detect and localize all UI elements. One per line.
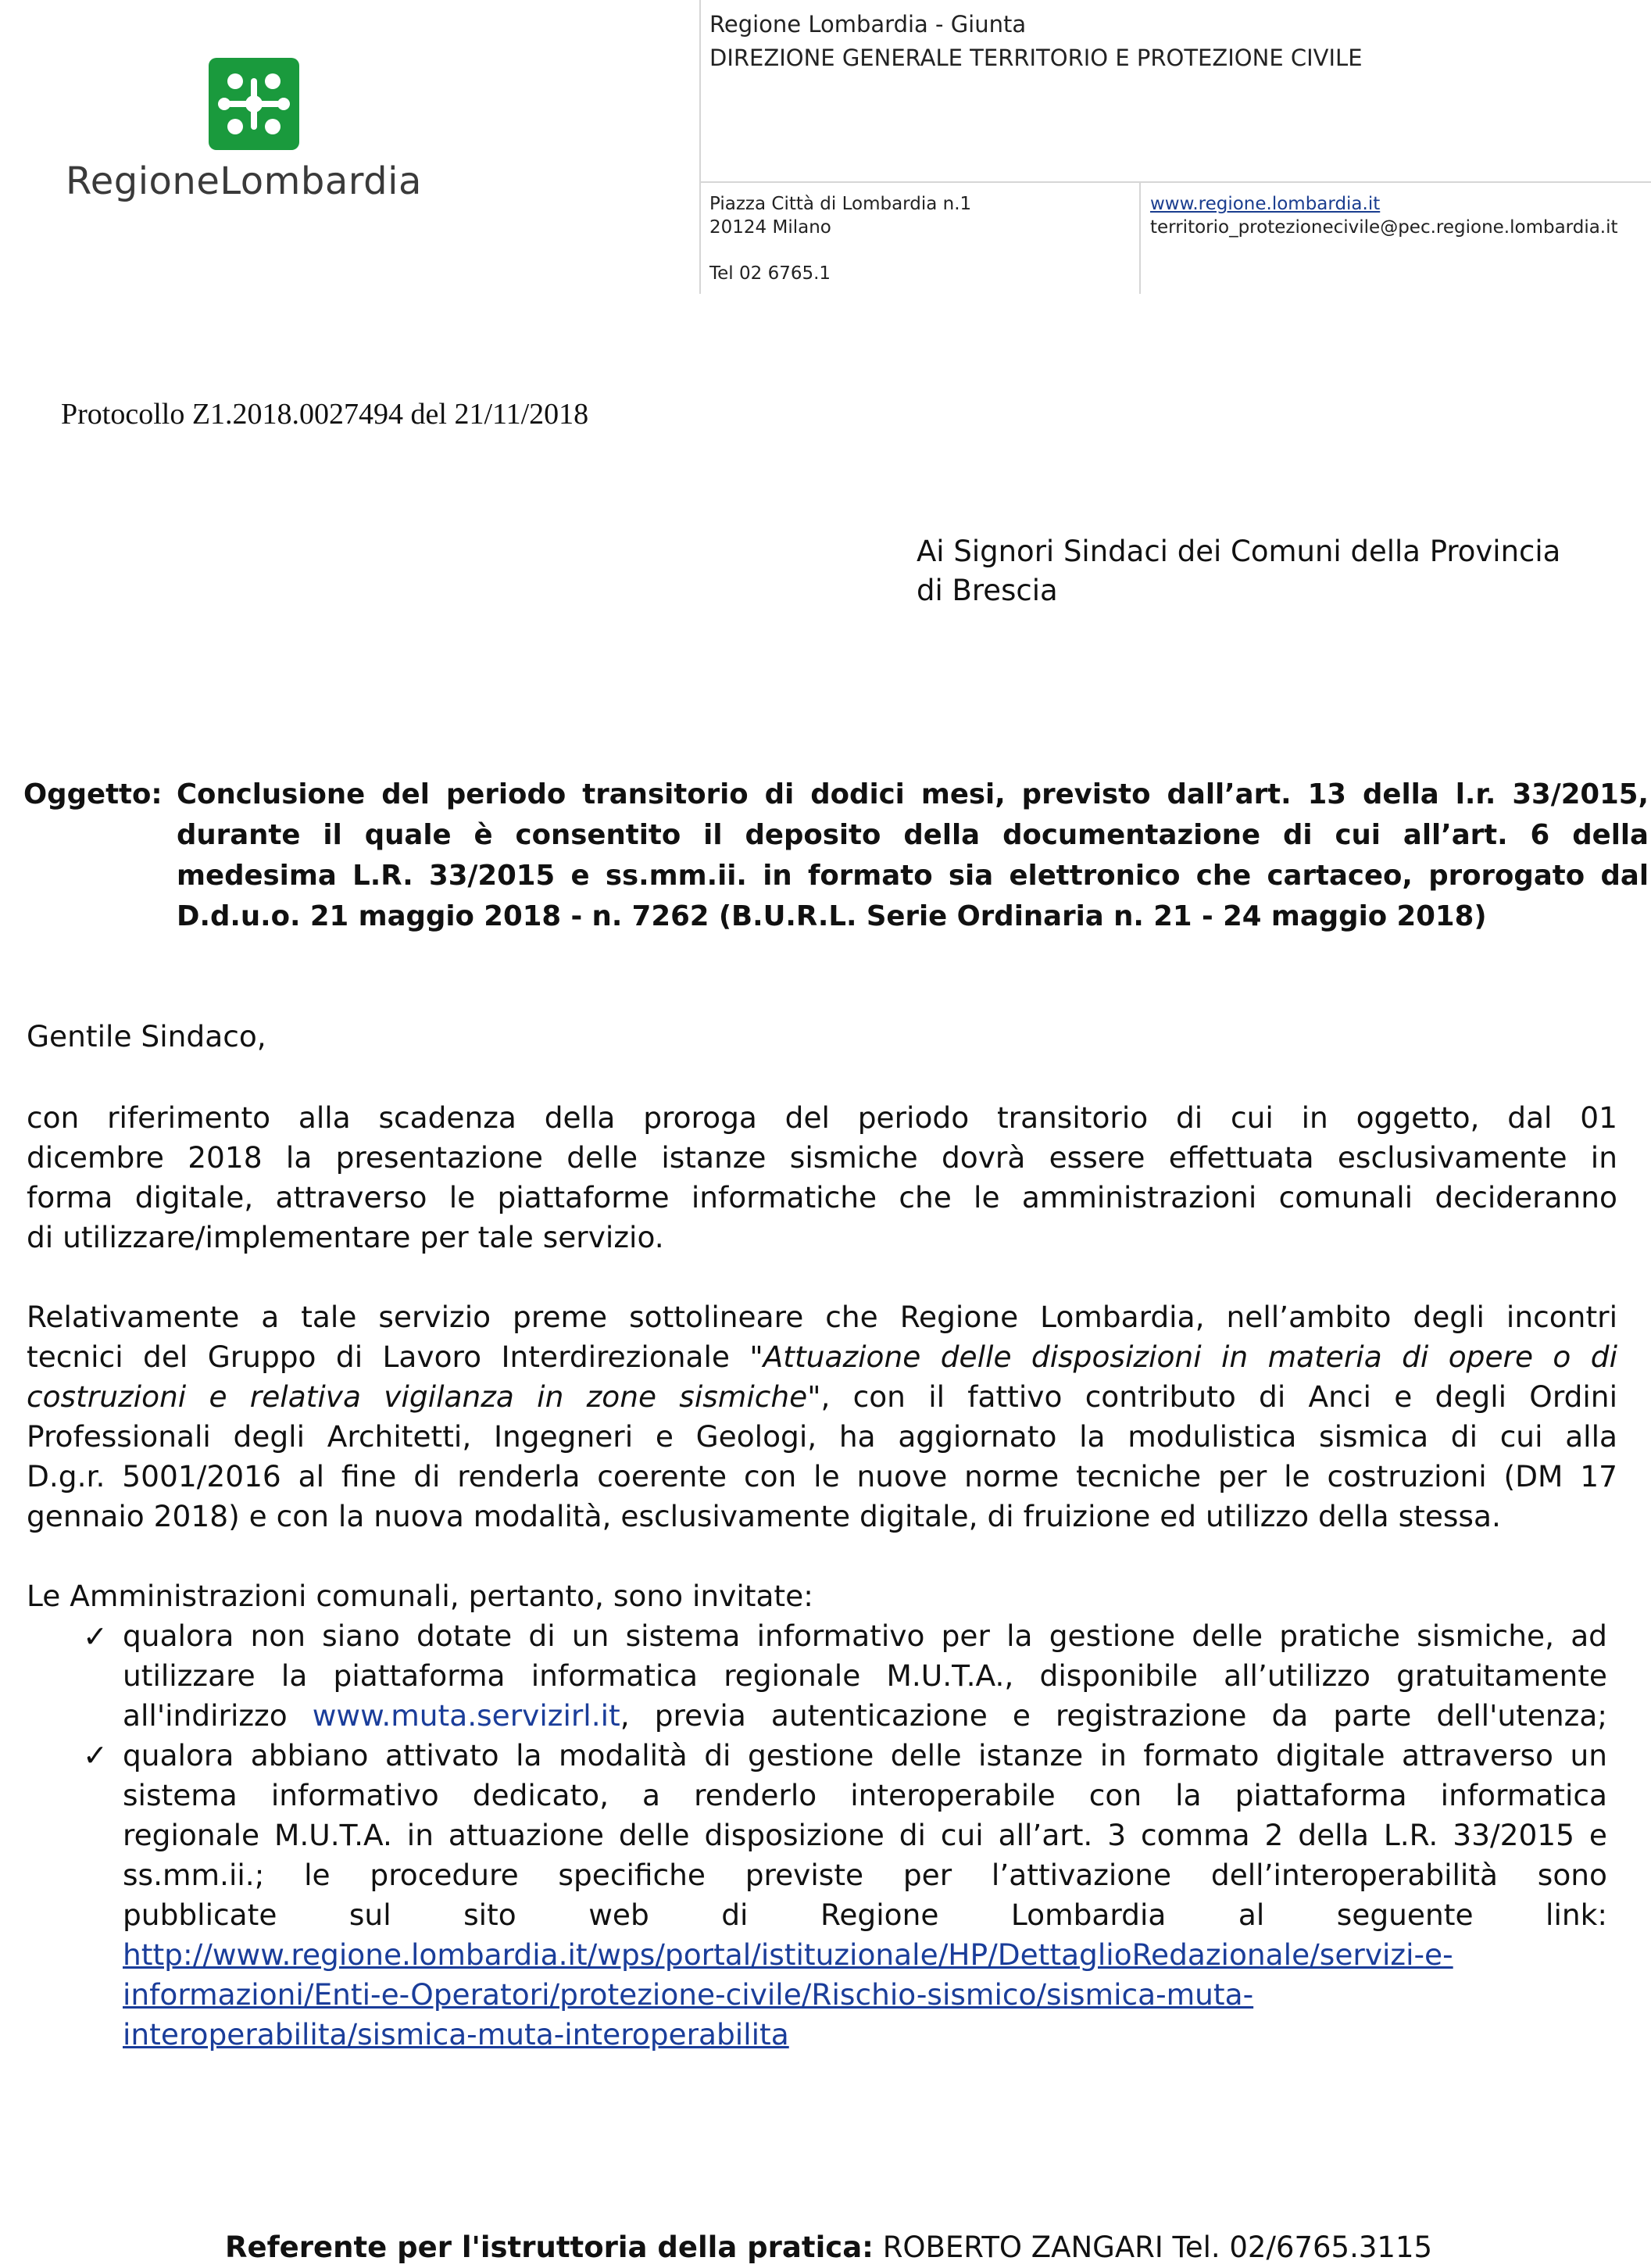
interoperability-link[interactable]: http://www.regione.lombardia.it/wps/portal/istituzionale/HP/DettaglioRedazionale/servizi-e- — [123, 1937, 1453, 1972]
bullet-text-line: all'indirizzo www.muta.servizirl.it, previa autenticazione e registrazione da parte dell'utenza; — [123, 1698, 1607, 1733]
recipient-line: Ai Signori Sindaci dei Comuni della Provincia — [917, 535, 1561, 568]
bullet-text-line: qualora abbiano attivato la modalità di gestione delle istanze in formato digitale attraverso un — [123, 1738, 1607, 1773]
muta-link[interactable]: www.muta.servizirl.it — [312, 1698, 620, 1733]
subject-label: Oggetto: — [23, 778, 163, 810]
interoperability-link[interactable]: informazioni/Enti-e-Operatori/protezione-civile/Rischio-sismico/sismica-muta- — [123, 1977, 1254, 2012]
header-pec-email: territorio_protezionecivile@pec.regione.lombardia.it — [1150, 217, 1618, 238]
body-text-line: costruzioni e relativa vigilanza in zone sismiche", con il fattivo contributo di Anci e degli Ordini — [27, 1379, 1617, 1414]
checkmark-icon: ✓ — [83, 1738, 108, 1773]
header-phone: Tel 02 6765.1 — [709, 263, 831, 284]
subject-line: durante il quale è consentito il deposito della documentazione di cui all’art. 6 della — [177, 819, 1649, 851]
rosa-camuna-icon — [209, 58, 299, 150]
protocol-number: Protocollo Z1.2018.0027494 del 21/11/2018 — [61, 398, 589, 431]
header-website-link[interactable]: www.regione.lombardia.it — [1150, 194, 1381, 214]
body-text-line: Relativamente a tale servizio preme sottolineare che Regione Lombardia, nell’ambito degli incontri — [27, 1300, 1617, 1334]
bullet-text-line: regionale M.U.T.A. in attuazione delle disposizione di cui all’art. 3 comma 2 della L.R. 33/2015 e — [123, 1818, 1607, 1852]
footer-contact — [225, 2230, 1432, 2264]
body-text-line: con riferimento alla scadenza della proroga del periodo transitorio di cui in oggetto, dal 01 — [27, 1100, 1617, 1135]
subject-line: Conclusione del periodo transitorio di dodici mesi, previsto dall’art. 13 della l.r. 33/2015, — [177, 778, 1649, 810]
bullet-text-line: utilizzare la piattaforma informatica regionale M.U.T.A., disponibile all’utilizzo gratuitamente — [123, 1658, 1607, 1693]
body-text-line: forma digitale, attraverso le piattaforme informatiche che le amministrazioni comunali decideranno — [27, 1180, 1617, 1214]
bullet-text-line: sistema informativo dedicato, a renderlo interoperabile con la piattaforma informatica — [123, 1778, 1607, 1812]
footer-value: ROBERTO ZANGARI Tel. 02/6765.3115 — [873, 2230, 1433, 2264]
body-text-line: Le Amministrazioni comunali, pertanto, sono invitate: — [27, 1579, 813, 1613]
subject-line: D.d.u.o. 21 maggio 2018 - n. 7262 (B.U.R.L. Serie Ordinaria n. 21 - 24 maggio 2018) — [177, 900, 1487, 932]
body-text-line: tecnici del Gruppo di Lavoro Interdirezionale "Attuazione delle disposizioni in materia di opere o di — [27, 1340, 1617, 1374]
header-address: Piazza Città di Lombardia n.1 — [709, 194, 972, 214]
greeting: Gentile Sindaco, — [27, 1019, 266, 1054]
header-city: 20124 Milano — [709, 217, 831, 238]
body-text-line: gennaio 2018) e con la nuova modalità, esclusivamente digitale, di fruizione ed utilizzo della stessa. — [27, 1499, 1501, 1533]
bullet-text-line: ss.mm.ii.; le procedure specifiche previste per l’attivazione dell’interoperabilità sono — [123, 1858, 1607, 1892]
recipient-line: di Brescia — [917, 574, 1058, 607]
interoperability-link[interactable]: interoperabilita/sismica-muta-interoperabilita — [123, 2017, 789, 2052]
header-institution: Regione Lombardia - Giunta — [709, 11, 1027, 38]
subject-line: medesima L.R. 33/2015 e ss.mm.ii. in formato sia elettronico che cartaceo, prorogato dal — [177, 860, 1649, 892]
body-text-line: di utilizzare/implementare per tale servizio. — [27, 1220, 664, 1254]
header-divider — [699, 181, 1651, 183]
header-directorate: DIREZIONE GENERALE TERRITORIO E PROTEZIONE CIVILE — [709, 45, 1363, 71]
body-text-line: D.g.r. 5001/2016 al fine di renderla coerente con le nuove norme tecniche per le costruzioni (DM 17 — [27, 1459, 1617, 1494]
regione-lombardia-logo — [209, 58, 299, 150]
logo-wordmark: RegioneLombardia — [66, 159, 422, 203]
header-divider — [1139, 181, 1141, 294]
footer-label: Referente per l'istruttoria della pratica: — [225, 2230, 874, 2264]
bullet-text-line: qualora non siano dotate di un sistema informativo per la gestione delle pratiche sismiche, ad — [123, 1619, 1607, 1653]
checkmark-icon: ✓ — [83, 1619, 108, 1654]
body-text-line: dicembre 2018 la presentazione delle istanze sismiche dovrà essere effettuata esclusivamente in — [27, 1140, 1617, 1175]
header-divider — [699, 0, 701, 294]
body-text-line: Professionali degli Architetti, Ingegneri e Geologi, ha aggiornato la modulistica sismica di cui alla — [27, 1419, 1617, 1454]
bullet-text-line: pubblicate sul sito web di Regione Lombardia al seguente link: — [123, 1898, 1607, 1932]
